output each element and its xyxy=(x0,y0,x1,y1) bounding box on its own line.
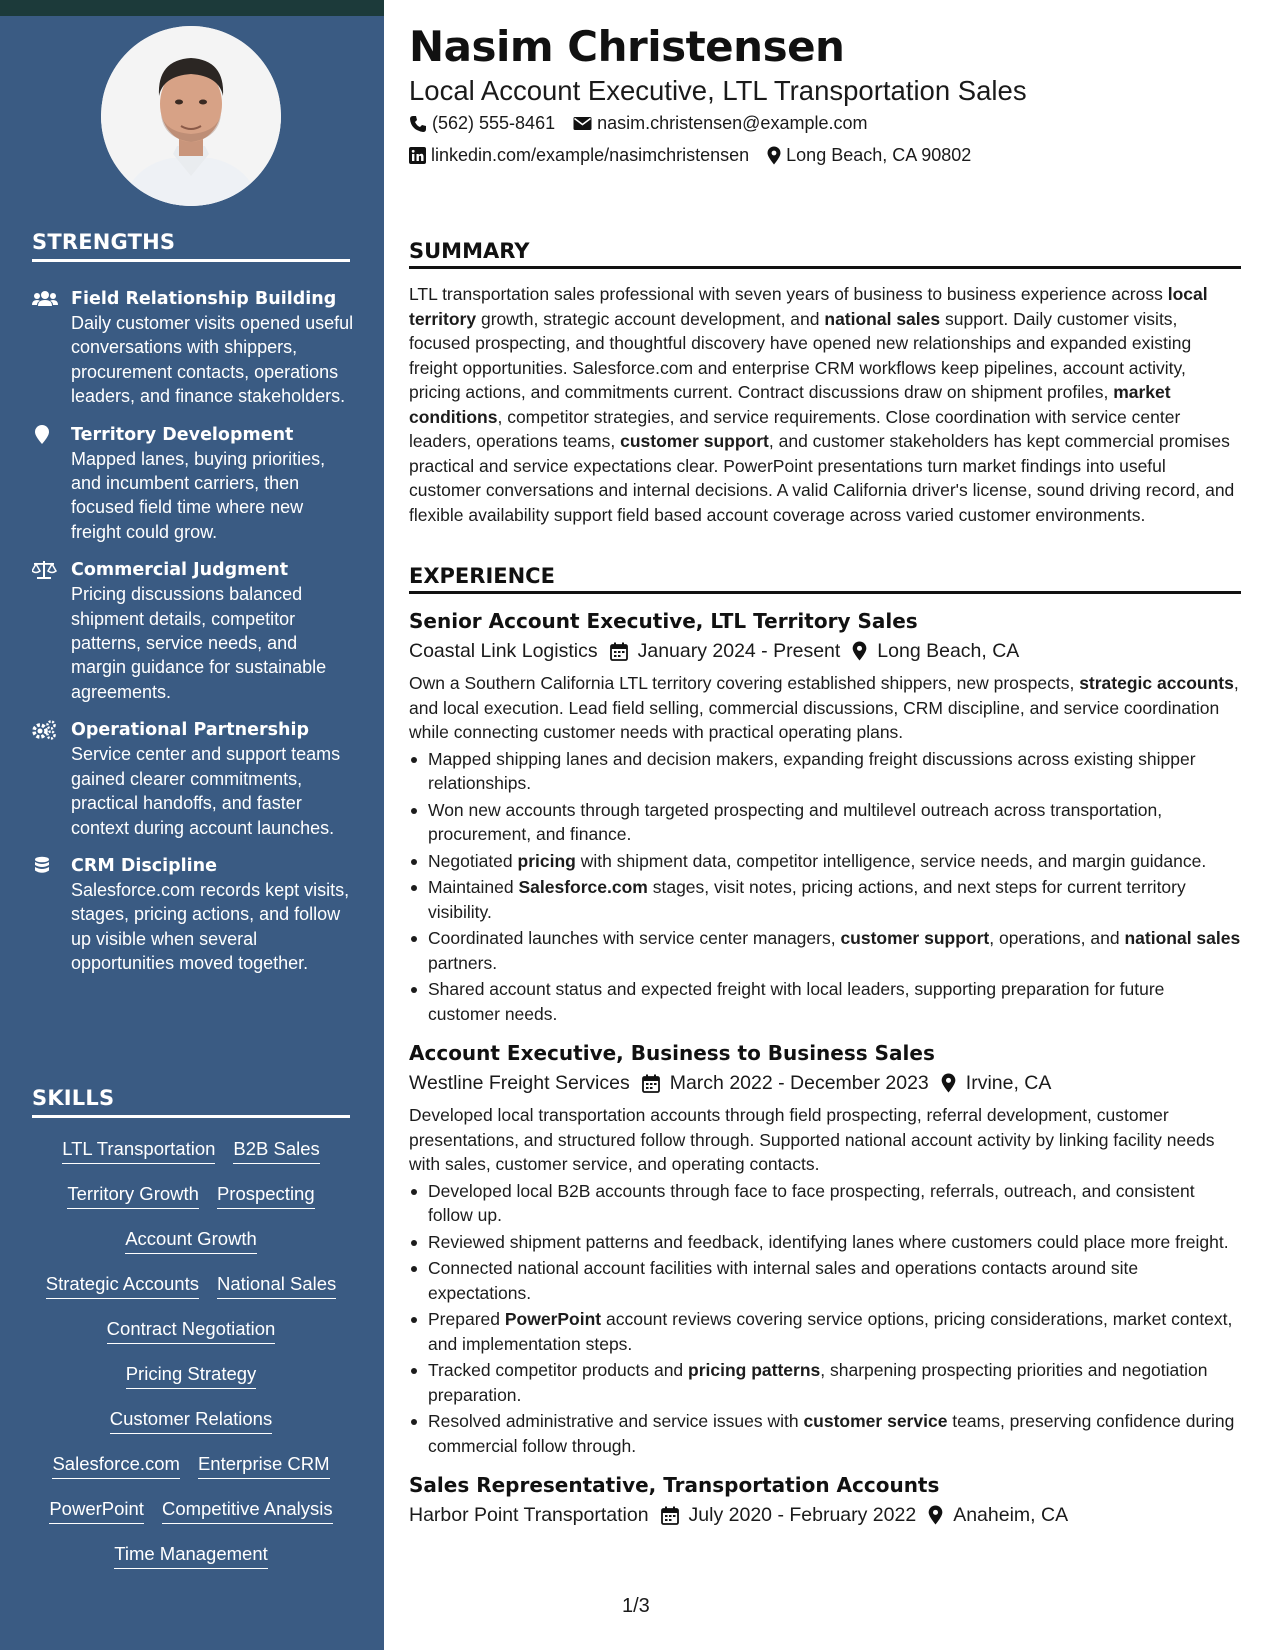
job-title: Account Executive, Business to Business Sales xyxy=(409,1041,935,1065)
job-bullet: Connected national account facilities with internal sales and operations contacts around site expectations. xyxy=(409,1256,1241,1305)
job-bullet: Shared account status and expected freight with local leaders, supporting preparation for future customer needs. xyxy=(409,977,1241,1026)
job-bullet: Coordinated launches with service center managers, customer support, operations, and national sales partners. xyxy=(409,926,1241,975)
job-bullet: Reviewed shipment patterns and feedback, identifying lanes where customers could place more freight. xyxy=(409,1230,1241,1255)
skills-heading: SKILLS xyxy=(32,1086,350,1118)
job-bullet: Resolved administrative and service issues with customer service teams, preserving confidence during commercial follow through. xyxy=(409,1409,1241,1458)
job-dates: January 2024 - Present xyxy=(637,640,841,662)
profile-photo xyxy=(101,26,281,206)
skills-list xyxy=(32,1138,350,1588)
sidebar-top-bar xyxy=(0,0,384,16)
skill-tag: Competitive Analysis xyxy=(162,1498,333,1524)
job-bullet: Tracked competitor products and pricing patterns, sharpening prospecting priorities and negotiation preparation. xyxy=(409,1358,1241,1407)
company-name: Westline Freight Services xyxy=(409,1072,630,1094)
job-bullet: Won new accounts through targeted prospecting and multilevel outreach across transportation, procurement, and finance. xyxy=(409,798,1241,847)
calendar-icon xyxy=(610,642,628,661)
job-entry xyxy=(409,1470,1241,1530)
map-pin-icon xyxy=(928,1505,943,1525)
skill-tag: Enterprise CRM xyxy=(198,1453,330,1479)
page-number: 1/3 xyxy=(622,1595,650,1617)
contact-email[interactable] xyxy=(573,113,867,134)
strength-title: Field Relationship Building xyxy=(71,289,337,309)
skill-tag: Strategic Accounts xyxy=(46,1273,199,1299)
summary-text: LTL transportation sales professional with seven years of business to business experience across local territory growth, strategic account development, and national sales support. Daily customer visits, focused prospecting, and thoughtful discovery have opened new relationships and expanded existing freight opportunities. Salesforce.com and enterprise CRM workflows keep pipelines, account activity, pricing actions, and commitments current. Contract discussions draw on shipment profiles, market conditions, competitor strategies, and service requirements. Close coordination with service center leaders, operations teams, customer support, and customer stakeholders has kept commercial promises practical and service expectations clear. PowerPoint presentations turn market findings into useful customer conversations and internal decisions. A valid California driver's license, sound driving record, and flexible availability support field based account coverage across varied customer environments. xyxy=(409,284,1235,525)
strength-title: Territory Development xyxy=(71,424,294,445)
job-meta xyxy=(409,1068,1241,1098)
contact-linkedin[interactable] xyxy=(409,145,749,166)
experience-list xyxy=(409,606,1241,1542)
job-title: Senior Account Executive, LTL Territory Sales xyxy=(409,609,918,633)
job-entry xyxy=(409,606,1241,1026)
strength-description: Mapped lanes, buying priorities, and incumbent carriers, then focused field time where new freight could grow. xyxy=(71,448,326,542)
linkedin-icon xyxy=(409,147,426,164)
job-dates: July 2020 - February 2022 xyxy=(688,1504,917,1526)
skill-tag: Pricing Strategy xyxy=(126,1363,257,1389)
job-bullet: Prepared PowerPoint account reviews covering service options, pricing considerations, market context, and implementation steps. xyxy=(409,1307,1241,1356)
job-bullets xyxy=(409,1179,1241,1459)
strengths-heading: STRENGTHS xyxy=(32,230,350,262)
company-name: Coastal Link Logistics xyxy=(409,640,598,662)
users-icon xyxy=(32,289,58,309)
strength-item xyxy=(32,854,357,976)
gears-icon xyxy=(32,720,58,740)
strength-item xyxy=(32,287,357,409)
linkedin-text: linkedin.com/example/nasimchristensen xyxy=(431,145,750,165)
skill-tag: B2B Sales xyxy=(233,1138,319,1164)
skill-tag: Contract Negotiation xyxy=(107,1318,276,1344)
strength-title: CRM Discipline xyxy=(71,855,217,876)
job-bullet: Developed local B2B accounts through face to face prospecting, referrals, outreach, and consistent follow up. xyxy=(409,1179,1241,1228)
summary-heading: SUMMARY xyxy=(409,239,1241,269)
skill-tag: LTL Transportation xyxy=(62,1138,215,1164)
email-text: nasim.christensen@example.com xyxy=(597,113,868,133)
map-pin-icon xyxy=(852,641,867,661)
skill-tag: National Sales xyxy=(217,1273,336,1299)
job-meta xyxy=(409,1500,1241,1530)
map-pin-icon xyxy=(32,425,58,445)
job-dates: March 2022 - December 2023 xyxy=(669,1072,929,1094)
job-bullets xyxy=(409,747,1241,1027)
job-bullet: Negotiated pricing with shipment data, competitor intelligence, service needs, and margin guidance. xyxy=(409,849,1241,874)
skill-tag: Territory Growth xyxy=(67,1183,199,1209)
strength-title: Commercial Judgment xyxy=(71,560,289,581)
job-bullet: Maintained Salesforce.com stages, visit notes, pricing actions, and next steps for current territory visibility. xyxy=(409,875,1241,924)
strength-title: Operational Partnership xyxy=(71,720,309,741)
balance-scale-icon xyxy=(32,560,58,580)
job-description: Developed local transportation accounts through field prospecting, referral development, customer presentations, and structured follow through. Supported national account activity by linking facility needs with sales, customer service, and operating contacts. xyxy=(409,1105,1215,1174)
job-location: Anaheim, CA xyxy=(953,1504,1069,1526)
strength-description: Pricing discussions balanced shipment details, competitor patterns, service needs, and margin guidance for sustainable agreements. xyxy=(71,584,327,702)
candidate-name: Nasim Christensen xyxy=(409,22,845,71)
sidebar xyxy=(0,0,384,1650)
strength-description: Daily customer visits opened useful conversations with shippers, procurement contacts, operations leaders, and finance stakeholders. xyxy=(71,313,354,407)
contact-row xyxy=(409,145,971,166)
database-icon xyxy=(32,856,58,876)
strength-item xyxy=(32,558,357,704)
calendar-icon xyxy=(642,1074,660,1093)
map-pin-icon xyxy=(941,1073,956,1093)
phone-icon xyxy=(409,115,427,133)
contact-phone[interactable] xyxy=(409,113,555,134)
skill-tag: Customer Relations xyxy=(110,1408,272,1434)
job-bullet: Mapped shipping lanes and decision makers, expanding freight discussions across existing shipper relationships. xyxy=(409,747,1241,796)
skill-tag: Account Growth xyxy=(125,1228,257,1254)
calendar-icon xyxy=(661,1506,679,1525)
experience-heading: EXPERIENCE xyxy=(409,564,1241,594)
skill-tag: PowerPoint xyxy=(49,1498,144,1524)
map-pin-icon xyxy=(767,146,781,165)
strength-item xyxy=(32,718,357,840)
job-meta xyxy=(409,636,1241,666)
skill-tag: Prospecting xyxy=(217,1183,315,1209)
contact-row xyxy=(409,113,867,134)
strengths-list xyxy=(32,287,357,990)
strength-item xyxy=(32,423,357,545)
job-location: Long Beach, CA xyxy=(877,640,1020,662)
location-text: Long Beach, CA 90802 xyxy=(786,145,972,165)
job-entry xyxy=(409,1038,1241,1458)
strength-description: Salesforce.com records kept visits, stages, pricing actions, and follow up visible when several opportunities moved together. xyxy=(71,879,350,974)
contact-location xyxy=(767,145,971,166)
envelope-icon xyxy=(573,116,592,131)
job-title: Sales Representative, Transportation Accounts xyxy=(409,1473,940,1497)
phone-text: (562) 555-8461 xyxy=(432,113,556,133)
company-name: Harbor Point Transportation xyxy=(409,1504,649,1526)
job-description: Own a Southern California LTL territory covering established shippers, new prospects, strategic accounts, and local execution. Lead field selling, commercial discussions, CRM discipline, and service coordination while connecting customer needs with practical operating plans. xyxy=(409,673,1239,742)
strength-description: Service center and support teams gained clearer commitments, practical handoffs, and faster context during account launches. xyxy=(71,744,341,838)
skill-tag: Salesforce.com xyxy=(52,1453,180,1479)
skill-tag: Time Management xyxy=(114,1543,268,1569)
job-location: Irvine, CA xyxy=(965,1072,1052,1094)
candidate-title: Local Account Executive, LTL Transportation Sales xyxy=(409,75,1027,106)
